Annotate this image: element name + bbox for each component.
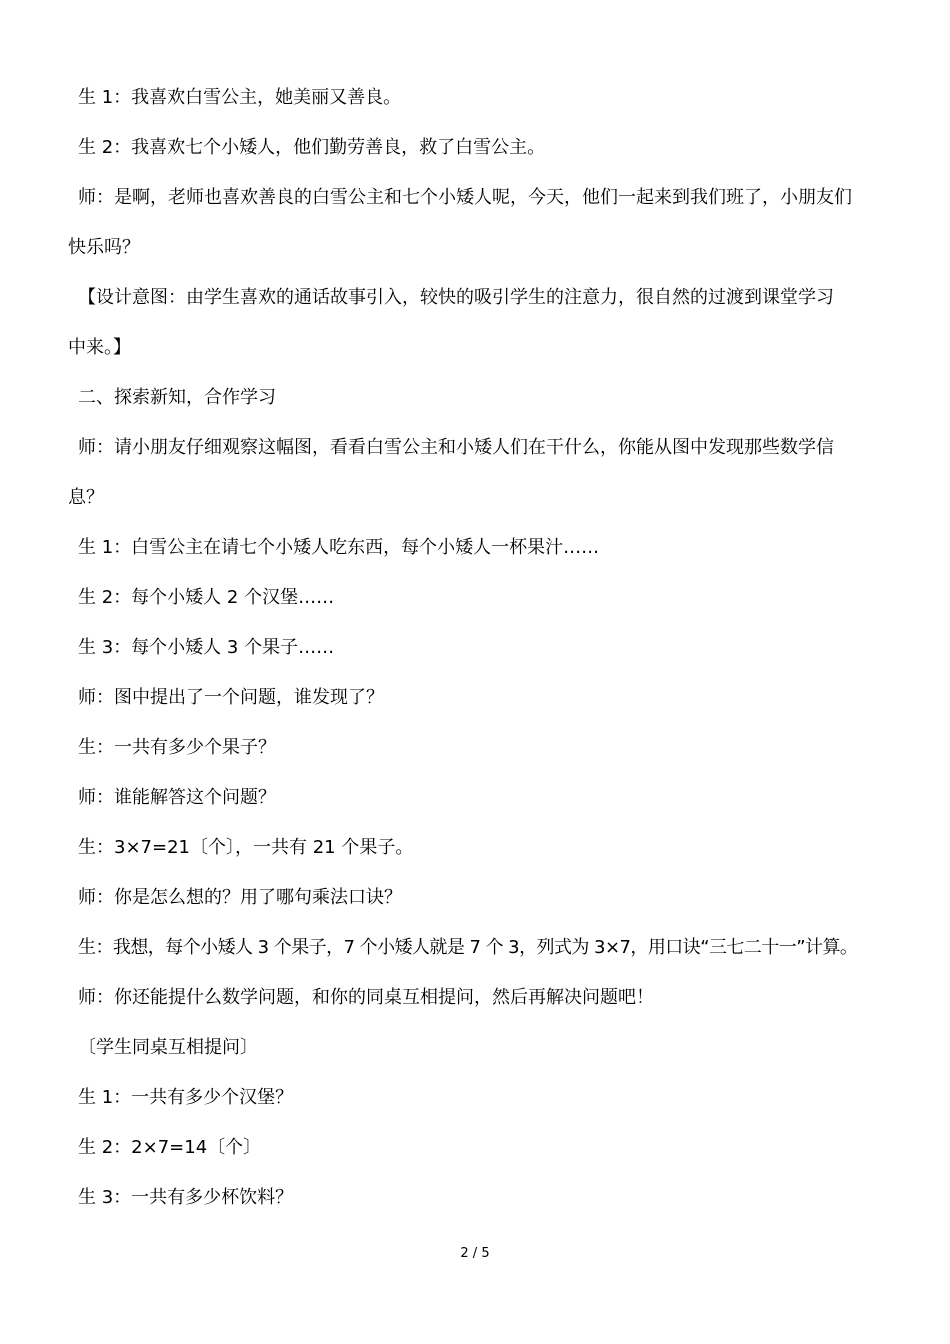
design-intent-line: 【设计意图：由学生喜欢的通话故事引入，较快的吸引学生的注意力，很自然的过渡到课堂学习 xyxy=(78,287,834,308)
text-line: 师：是啊，老师也喜欢善良的白雪公主和七个小矮人呢，今天，他们一起来到我们班了，小朋友们 xyxy=(78,187,852,208)
text-line: 生 2：2×7=14〔个〕 xyxy=(78,1137,262,1158)
text-line: 生：一共有多少个果子？ xyxy=(78,737,276,758)
text-line: 生 3：一共有多少杯饮料？ xyxy=(78,1187,294,1208)
text-line: 快乐吗？ xyxy=(68,237,140,258)
text-line: 生 1：我喜欢白雪公主，她美丽又善良。 xyxy=(78,87,402,108)
text-line: 师：图中提出了一个问题，谁发现了？ xyxy=(78,687,384,708)
design-intent-line: 中来。】 xyxy=(68,337,131,358)
text-line: 生 1：一共有多少个汉堡？ xyxy=(78,1087,294,1108)
text-line: 生：我想，每个小矮人 3 个果子，7 个小矮人就是 7 个 3，列式为 3×7，用口诀“三七二十一”计算。 xyxy=(78,937,858,958)
text-line: 师：你是怎么想的？用了哪句乘法口诀？ xyxy=(78,887,402,908)
text-line: 师：谁能解答这个问题？ xyxy=(78,787,276,808)
text-line: 师：你还能提什么数学问题，和你的同桌互相提问，然后再解决问题吧！ xyxy=(78,987,654,1008)
section-heading: 二、探索新知，合作学习 xyxy=(78,387,276,408)
text-line: 生 2：每个小矮人 2 个汉堡…… xyxy=(78,587,335,608)
text-line: 生 2：我喜欢七个小矮人，他们勤劳善良，救了白雪公主。 xyxy=(78,137,546,158)
page-number: 2 / 5 xyxy=(460,1246,490,1261)
text-line: 生 1：白雪公主在请七个小矮人吃东西，每个小矮人一杯果汁…… xyxy=(78,537,600,558)
text-line: 息？ xyxy=(68,487,104,508)
text-line: 〔学生同桌互相提问〕 xyxy=(78,1037,258,1058)
text-line: 生 3：每个小矮人 3 个果子…… xyxy=(78,637,335,658)
text-line: 生：3×7=21〔个〕，一共有 21 个果子。 xyxy=(78,837,414,858)
text-line: 师：请小朋友仔细观察这幅图，看看白雪公主和小矮人们在干什么，你能从图中发现那些数学信 xyxy=(78,437,834,458)
